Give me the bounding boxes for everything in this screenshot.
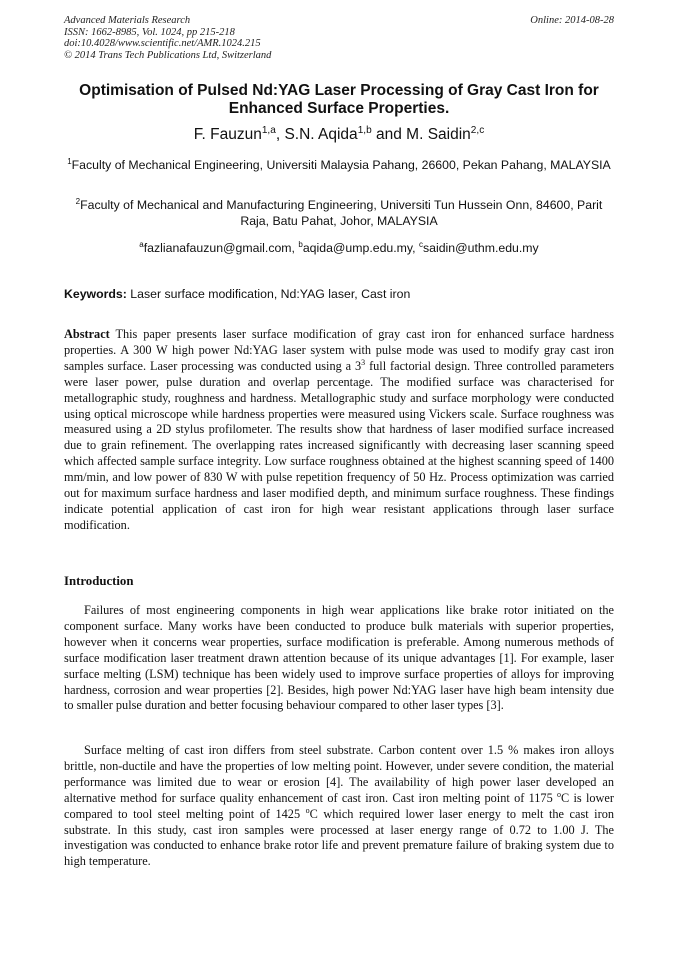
journal-header: [64, 15, 614, 61]
affiliation-2-number: 2: [75, 196, 81, 206]
affiliation-2-text: Faculty of Mechanical and Manufacturing Engineering, Universiti Tun Hussein Onn, 84600, Parit Raja, Batu Pahat, Johor, MALAYSIA: [80, 198, 603, 228]
affiliation-1-text: Faculty of Mechanical Engineering, Universiti Malaysia Pahang, 26600, Pekan Pahang, MALAYSIA: [71, 158, 611, 172]
keywords: [64, 286, 614, 302]
paragraph-2-text-a: Surface melting of cast iron differs from steel substrate. Carbon content over 1.5 % makes iron alloys brittle, non-ductile and have the properties of low melting point. However, under severe condition, the material performance was limited due to wear or erosion [4]. The availability of high power laser developed an alternative method for surface quality enhancement of cast iron. Cast iron melting point of 1175: [64, 743, 614, 805]
abstract-text-2: full factorial design. Three controlled parameters were laser power, pulse duration and overlap percentage. The modified surface was characterised for metallographic study, roughness and hardness. Metallographic study and surface morphology were conducted using optical microscope while hardness properties were measured using Vickers scale. Surface roughness was measured using a 2D stylus profilometer. The results show that hardness of laser modified surface increased due to grain refinement. The overlapping rates increased significantly with decreasing laser scanning speed which affected sample surface integrity. Low surface roughness obtained at the highest scanning speed of 1400 mm/min, and low power of 830 W with pulse repetition frequency of 50 Hz. Process optimization was carried out for maximum surface hardness and laser modified depth, and minimum surface roughness. These findings indicate potential application of cast iron for high wear resistant applications through laser surface modification.: [64, 358, 615, 532]
degree-marker-1: o: [557, 789, 562, 799]
introduction-paragraph-1: Failures of most engineering components in high wear applications like brake rotor initiated on the component surface. Many works have been conducted to produce bulk materials with superior properties, however when it concerns wear properties, surface modification is preferable. Among numerous methods of surface modification laser treatment drawn attention because of its unique advantages [1]. For example, laser surface melting (LSM) technique has been widely used to improve surface properties of alloys for improving hardness, corrosion and wear properties [2]. Besides, high power Nd:YAG laser have high beam intensity due to smaller pulse duration and better focusing behaviour compared to other laser types [3].: [64, 603, 614, 713]
author-2-affiliation: 1,b: [357, 124, 372, 136]
author-3-affiliation: 2,c: [470, 124, 485, 136]
online-date: Online: 2014-08-28: [530, 15, 614, 26]
author-1-affiliation: 1,a: [261, 124, 276, 136]
journal-doi[interactable]: doi:10.4028/www.scientific.net/AMR.1024.215: [64, 38, 261, 49]
affiliation-1: [64, 157, 614, 173]
keywords-label: Keywords:: [64, 287, 127, 301]
email-c[interactable]: saidin@uthm.edu.my: [423, 241, 539, 255]
title-line-2: Enhanced Surface Properties.: [228, 100, 450, 117]
introduction-heading: Introduction: [64, 574, 134, 588]
journal-issn: ISSN: 1662-8985, Vol. 1024, pp 215-218: [64, 26, 235, 38]
paragraph-2-text-c: C which required lower laser energy to melt the cast iron substrate. In this study, cast iron samples were processed at laser energy range of 0.72 to 1.00 J. The investigation was conducted to enhance brake rotor life and prevent premature failure of braking system due to high temperature.: [64, 806, 614, 869]
email-b[interactable]: aqida@ump.edu.my,: [302, 241, 419, 255]
author-2: S.N. Aqida: [284, 126, 358, 143]
email-c-marker: c: [419, 239, 423, 249]
author-separator: and: [371, 126, 407, 143]
author-3: M. Saidin: [406, 126, 471, 143]
author-1: F. Fauzun: [193, 126, 262, 143]
email-b-marker: b: [298, 239, 303, 249]
keywords-text: Laser surface modification, Nd:YAG laser, Cast iron: [126, 287, 411, 301]
email-a[interactable]: fazlianafauzun@gmail.com,: [143, 241, 299, 255]
email-a-marker: a: [139, 239, 144, 249]
paragraph-2-text-b: C is lower compared to tool steel melting point of 1425: [64, 790, 614, 821]
author-emails: [64, 240, 614, 256]
journal-info: [64, 15, 271, 61]
abstract-superscript: 3: [361, 357, 366, 367]
abstract-text-1: This paper presents laser surface modification of gray cast iron for enhanced surface hardness properties. A 300 W high power Nd:YAG laser system with pulse mode was used to modify gray cast iron samples surface. Laser processing was conducted using a 3: [64, 327, 614, 373]
introduction-paragraph-2: [64, 743, 614, 870]
affiliation-1-number: 1: [67, 156, 72, 166]
degree-marker-2: o: [305, 805, 310, 815]
journal-copyright: © 2014 Trans Tech Publications Ltd, Switzerland: [64, 49, 272, 61]
title-line-1: Optimisation of Pulsed Nd:YAG Laser Processing of Gray Cast Iron for: [79, 82, 599, 99]
author-list: [48, 126, 630, 144]
affiliation-2: [64, 197, 614, 229]
author-separator: ,: [275, 126, 285, 143]
paper-title: [48, 82, 630, 118]
abstract: [64, 327, 614, 534]
abstract-label: Abstract: [64, 327, 110, 341]
journal-name: Advanced Materials Research: [64, 15, 191, 26]
